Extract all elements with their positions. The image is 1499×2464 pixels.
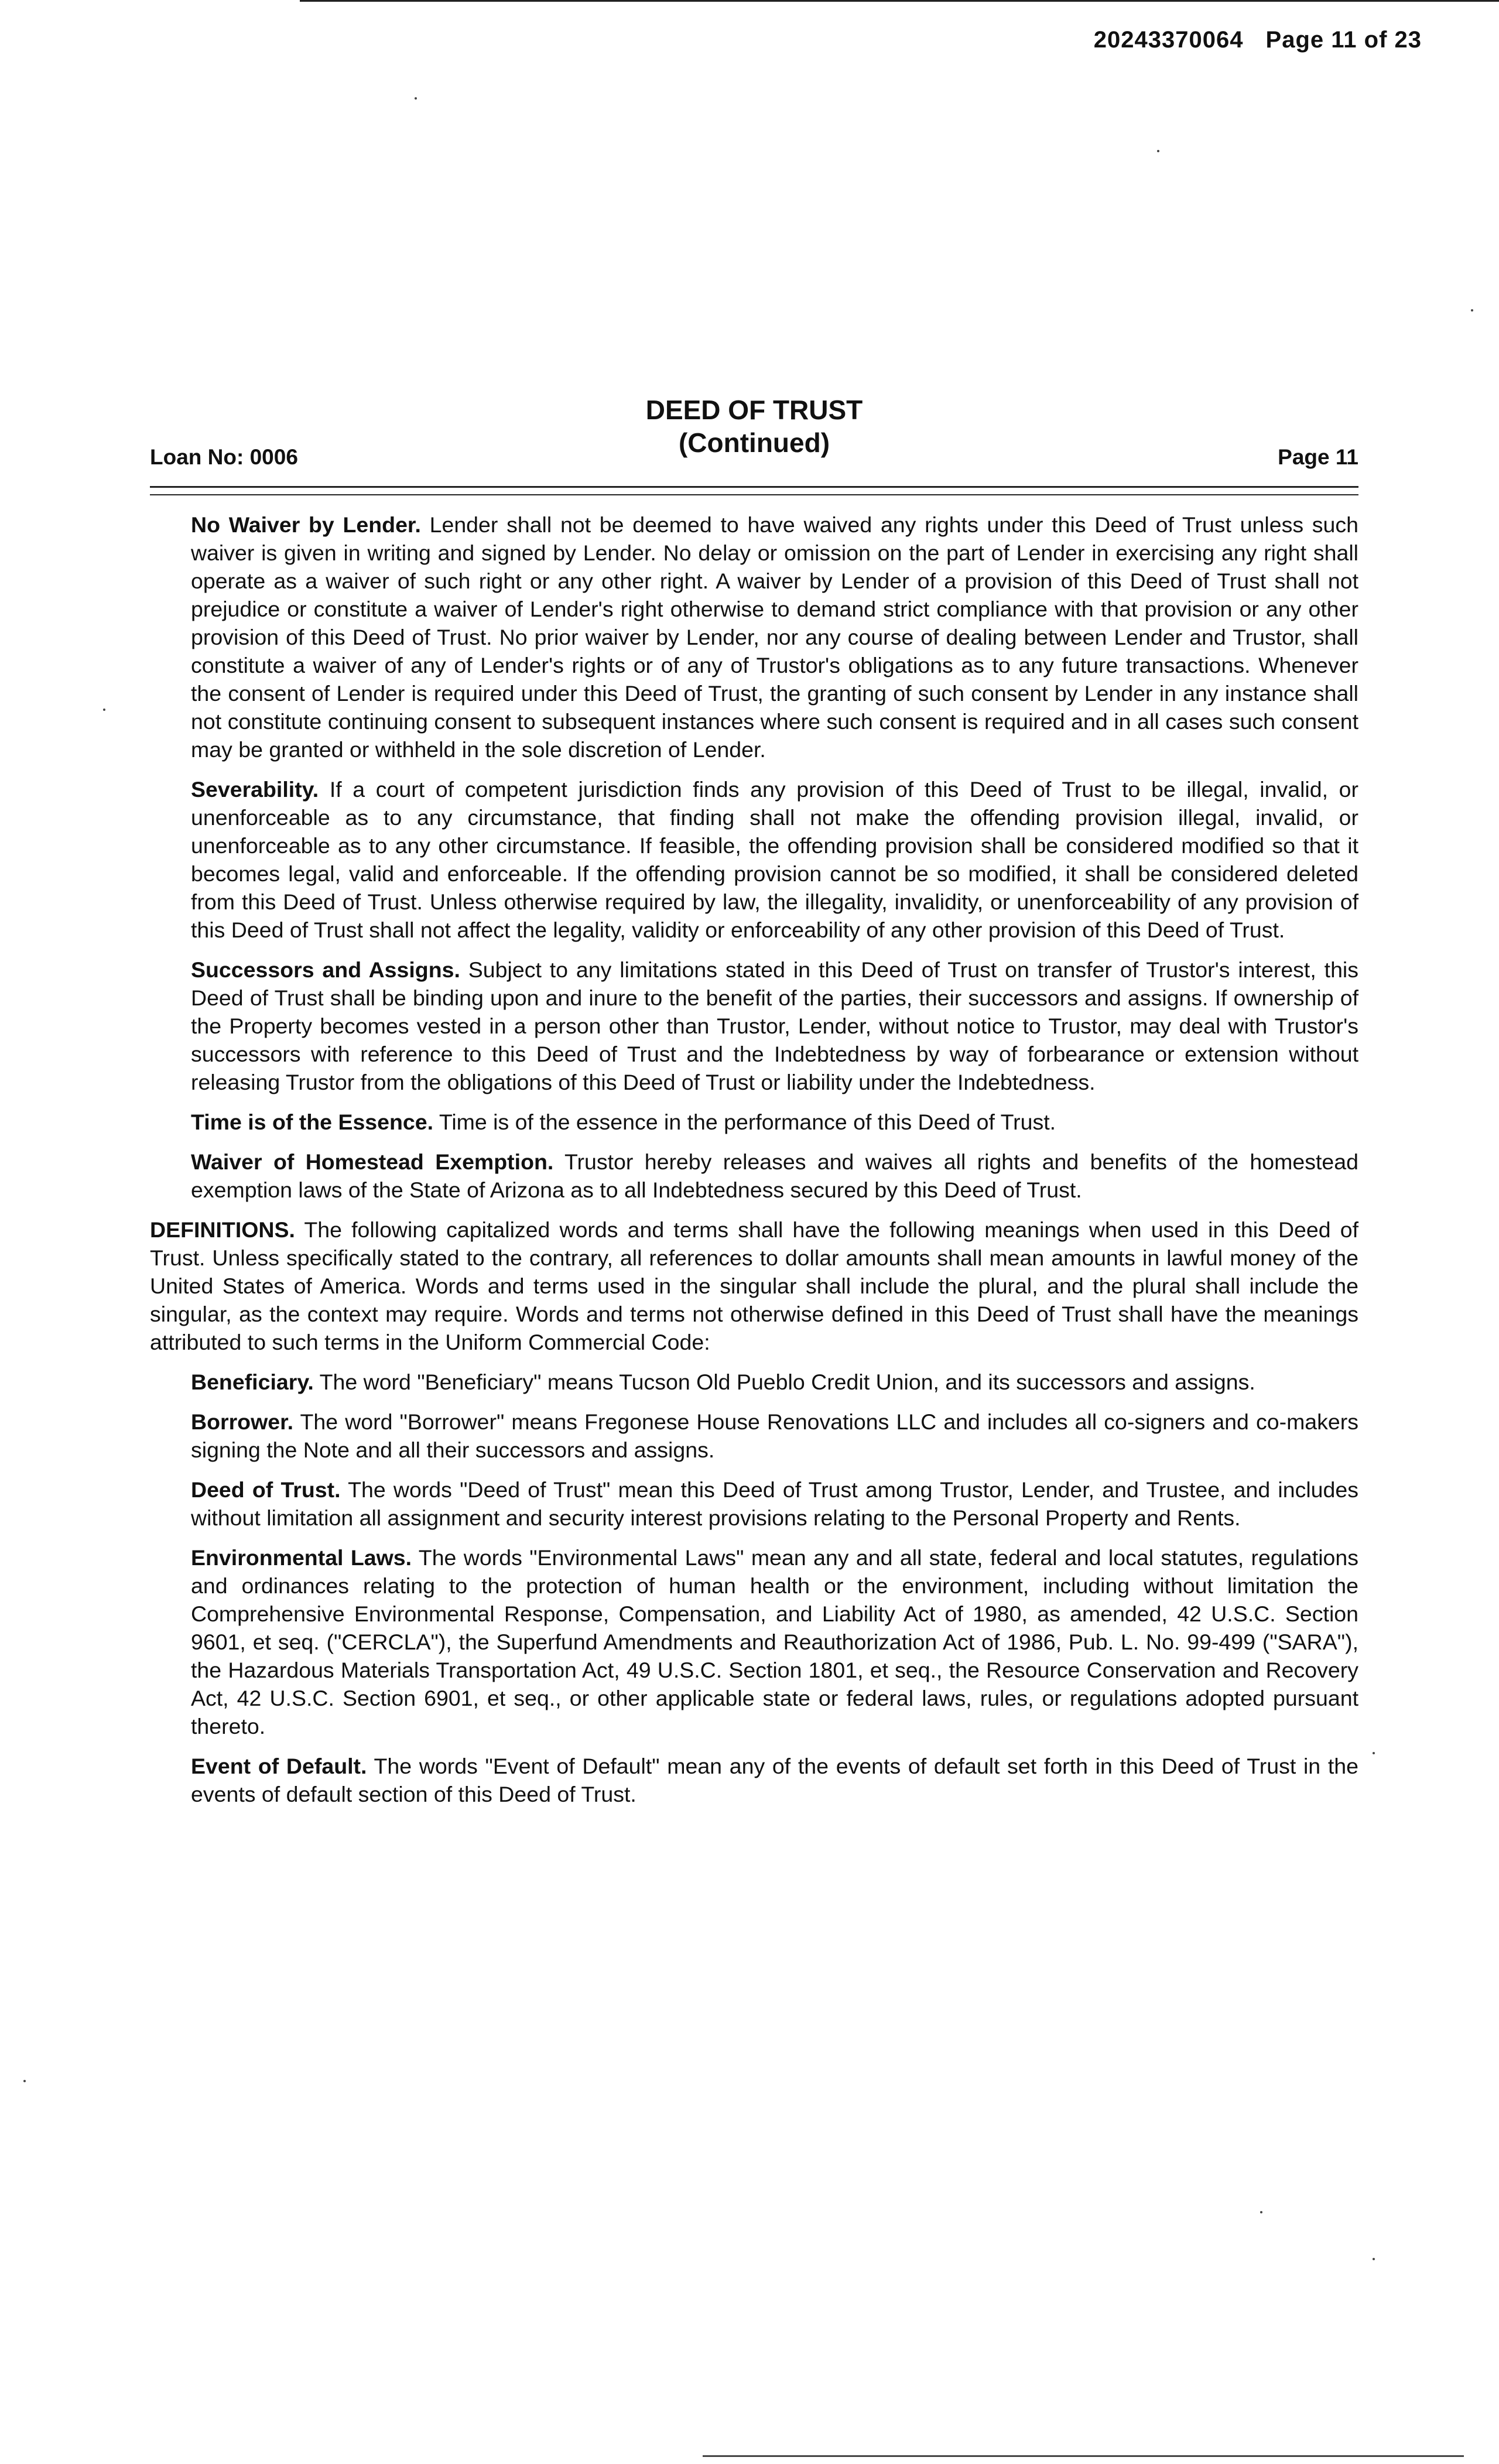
definition-text: The word "Borrower" means Fregonese House Renovations LLC and includes all co-signers and co-makers signing the Note and all their successors and assigns. [191, 1409, 1359, 1462]
clause-time-essence [191, 1108, 1358, 1136]
scan-speck [415, 97, 417, 100]
clause-text: Lender shall not be deemed to have waived any rights under this Deed of Trust unless such waiver is given in writing and signed by Lender. No delay or omission on the part of Lender in exercising any right shall operate as a waiver of such right or any other right. A waiver by Lender of a provision of this Deed of Trust shall not prejudice or constitute a waiver of Lender's right otherwise to demand strict compliance with that provision or any other provision of this Deed of Trust. No prior waiver by Lender, nor any course of dealing between Lender and Trustor, shall constitute a waiver of any of Lender's rights or of any of Trustor's obligations as to any future transactions. Whenever the consent of Lender is required under this Deed of Trust, the granting of such consent by Lender in any instance shall not constitute continuing consent to subsequent instances where such consent is required and in all cases such consent may be granted or withheld in the sole discretion of Lender. [191, 512, 1359, 762]
clause-heading: No Waiver by Lender. [191, 512, 421, 537]
recording-stamp [1094, 27, 1422, 53]
scan-speck [103, 709, 105, 711]
bottom-edge-rule [703, 2455, 1464, 2457]
top-edge-rule [300, 0, 1499, 2]
definition-heading: Borrower. [191, 1409, 294, 1434]
definition-text: The word "Beneficiary" means Tucson Old Pueblo Credit Union, and its successors and assigns. [319, 1370, 1255, 1394]
definition-heading: Deed of Trust. [191, 1477, 341, 1502]
clause-severability [191, 775, 1358, 944]
scan-speck [1373, 1752, 1375, 1754]
clause-heading: Waiver of Homestead Exemption. [191, 1149, 554, 1174]
scan-speck [1260, 2211, 1262, 2213]
page-number: Page 11 [1278, 445, 1358, 469]
recording-page-label: Page 11 of 23 [1265, 27, 1422, 53]
definition-heading: Environmental Laws. [191, 1545, 412, 1570]
document-body [150, 511, 1358, 1820]
definition-event-of-default [191, 1752, 1358, 1808]
document-title-block [150, 393, 1358, 459]
clause-heading: Successors and Assigns. [191, 957, 460, 982]
header-rule-top [150, 486, 1358, 488]
document-title: DEED OF TRUST [645, 395, 863, 425]
scan-speck [1373, 2258, 1375, 2260]
definition-environmental-laws [191, 1544, 1358, 1740]
scan-speck [1157, 150, 1159, 152]
header-rule-bottom [150, 494, 1358, 495]
scan-speck [1471, 309, 1473, 312]
clause-text: Time is of the essence in the performance of this Deed of Trust. [439, 1110, 1056, 1134]
section-text: The following capitalized words and terms shall have the following meanings when used in this Deed of Trust. Unless specifically stated to the contrary, all references to dollar amounts shall mean amounts in lawful money of the United States of America. Words and terms used in the singular shall include the plural, and the plural shall include the singular, as the context may require. Words and terms not otherwise defined in this Deed of Trust shall have the meanings attributed to such terms in the Uniform Commercial Code: [150, 1217, 1358, 1354]
definition-beneficiary [191, 1368, 1358, 1396]
definition-text: The words "Environmental Laws" mean any and all state, federal and local statutes, regulations and ordinances relating to the protection of human health or the environment, including without limitation the Comprehensive Environmental Response, Compensation, and Liability Act of 1980, as amended, 42 U.S.C. Section 9601, et seq. ("CERCLA"), the Superfund Amendments and Reauthorization Act of 1986, Pub. L. No. 99-499 ("SARA"), the Hazardous Materials Transportation Act, 49 U.S.C. Section 1801, et seq., the Resource Conservation and Recovery Act, 42 U.S.C. Section 6901, et seq., or other applicable state or federal laws, rules, or regulations adopted pursuant thereto. [191, 1545, 1359, 1739]
definition-deed-of-trust [191, 1476, 1358, 1532]
clause-heading: Time is of the Essence. [191, 1110, 434, 1134]
document-header [150, 393, 1358, 470]
definition-text: The words "Event of Default" mean any of the events of default set forth in this Deed of Trust in the events of default section of this Deed of Trust. [191, 1754, 1358, 1806]
section-definitions [150, 1216, 1358, 1356]
definition-borrower [191, 1408, 1358, 1464]
loan-number: Loan No: 0006 [150, 445, 298, 469]
document-subtitle: (Continued) [678, 427, 830, 458]
clause-text: Subject to any limitations stated in this Deed of Trust on transfer of Trustor's interest, this Deed of Trust shall be binding upon and inure to the benefit of the parties, their successors and assigns. If ownership of the Property becomes vested in a person other than Trustor, Lender, without notice to Trustor, may deal with Trustor's successors with reference to this Deed of Trust and the Indebtedness by way of forbearance or extension without releasing Trustor from the obligations of this Deed of Trust or liability under the Indebtedness. [191, 957, 1359, 1094]
clause-homestead [191, 1148, 1358, 1204]
definition-heading: Beneficiary. [191, 1370, 314, 1394]
recording-number: 20243370064 [1093, 27, 1244, 53]
clause-text: Trustor hereby releases and waives all rights and benefits of the homestead exemption laws of the State of Arizona as to all Indebtedness secured by this Deed of Trust. [191, 1149, 1358, 1202]
scan-speck [23, 2080, 26, 2082]
section-heading: DEFINITIONS. [150, 1217, 295, 1242]
definition-heading: Event of Default. [191, 1754, 367, 1778]
clause-heading: Severability. [191, 777, 319, 802]
definition-text: The words "Deed of Trust" mean this Deed of Trust among Trustor, Lender, and Trustee, and includes without limitation all assignment and security interest provisions relating to the Personal Property and Rents. [191, 1477, 1358, 1530]
clause-text: If a court of competent jurisdiction finds any provision of this Deed of Trust to be illegal, invalid, or unenforceable as to any circumstance, that finding shall not make the offending provision illegal, invalid, or unenforceable as to any other circumstance. If feasible, the offending provision shall be considered modified so that it becomes legal, valid and enforceable. If the offending provision cannot be so modified, it shall be considered deleted from this Deed of Trust. Unless otherwise required by law, the illegality, invalidity, or unenforceability of any provision of this Deed of Trust shall not affect the legality, validity or enforceability of any other provision of this Deed of Trust. [191, 777, 1359, 942]
clause-no-waiver [191, 511, 1358, 764]
clause-successors [191, 956, 1358, 1096]
